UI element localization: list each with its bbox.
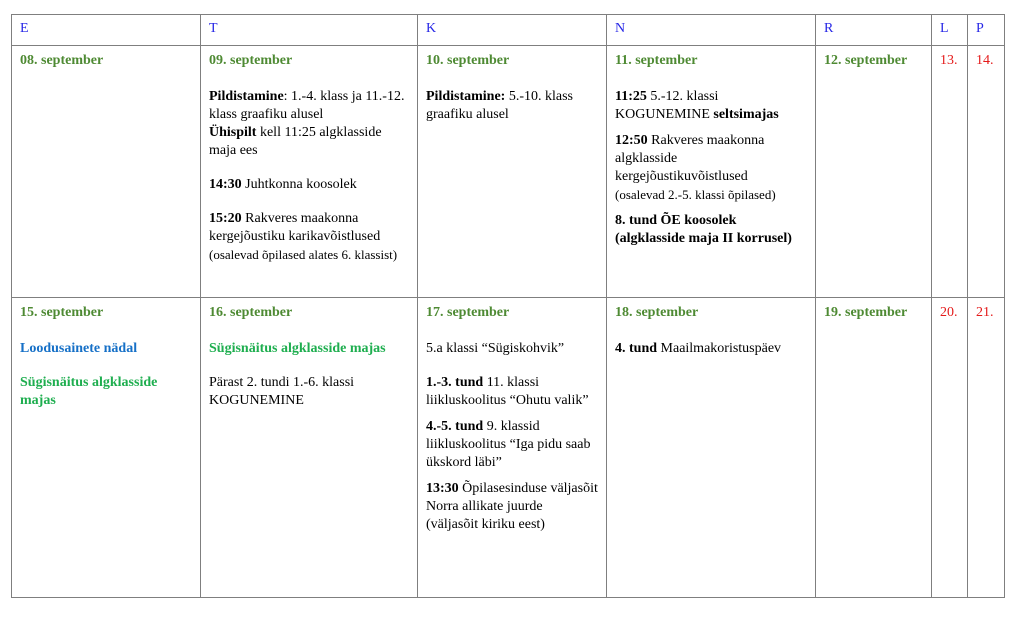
- day-date: 16. september: [209, 305, 293, 320]
- day-date: 20.: [940, 305, 958, 320]
- weekday-header: L: [932, 15, 968, 46]
- event: Pärast 2. tundi 1.-6. klassi KOGUNEMINE: [209, 375, 355, 408]
- day-date: 21.: [976, 305, 994, 320]
- weekday-header-row: [12, 15, 1005, 46]
- day-cell-sat: [932, 298, 968, 598]
- event-note: (osalevad 2.-5. klassi õpilased): [615, 187, 776, 202]
- day-cell-fri: [816, 46, 932, 298]
- event-highlight: Loodusainete nädal: [20, 341, 138, 356]
- event-note: (osalevad õpilased alates 6. klassist): [209, 247, 398, 262]
- day-date: 12. september: [824, 53, 908, 68]
- event-highlight: Sügisnäitus algklasside majas: [209, 341, 386, 356]
- day-cell-thu: [607, 46, 816, 298]
- week-row-1: [12, 46, 1005, 298]
- day-cell-sun: [968, 298, 1005, 598]
- day-cell-tue: [201, 46, 418, 298]
- event: 5.a klassi “Sügiskohvik”: [426, 341, 565, 356]
- day-date: 08. september: [20, 53, 104, 68]
- day-cell-fri: [816, 298, 932, 598]
- day-date: 15. september: [20, 305, 104, 320]
- weekday-header: P: [968, 15, 1005, 46]
- event-highlight: Sügisnäitus algklasside majas: [20, 375, 158, 408]
- calendar-table: [11, 14, 1005, 598]
- day-cell-sat: [932, 46, 968, 298]
- week-row-2: [12, 298, 1005, 598]
- day-date: 13.: [940, 53, 958, 68]
- day-date: 17. september: [426, 305, 510, 320]
- event: 13:30 Õpilasesinduse väljasõit Norra allikate juurde (väljasõit kiriku eest): [426, 481, 598, 532]
- weekday-header: R: [816, 15, 932, 46]
- event: Pildistamine: 1.-4. klass ja 11.-12. klass graafiku alusel: [209, 89, 405, 122]
- day-date: 11. september: [615, 53, 698, 68]
- day-date: 18. september: [615, 305, 699, 320]
- weekday-header: K: [418, 15, 607, 46]
- day-cell-sun: [968, 46, 1005, 298]
- weekday-header: T: [201, 15, 418, 46]
- day-cell-wed: [418, 298, 607, 598]
- day-cell-tue: [201, 298, 418, 598]
- event: 4. tund Maailmakoristuspäev: [615, 341, 782, 356]
- event: 8. tund ÕE koosolek (algklasside maja II korrusel): [615, 213, 792, 246]
- event: 12:50 Rakveres maakonna algklasside kergejõustikuvõistlused: [615, 133, 765, 184]
- event: 1.-3. tund 11. klassi liikluskoolitus “Ohutu valik”: [426, 375, 589, 408]
- day-date: 09. september: [209, 53, 293, 68]
- weekday-header: N: [607, 15, 816, 46]
- day-cell-mon: [12, 46, 201, 298]
- event: 15:20 Rakveres maakonna kergejõustiku karikavõistlused: [209, 211, 381, 244]
- day-cell-mon: [12, 298, 201, 598]
- event: Ühispilt kell 11:25 algklasside maja ees: [209, 125, 382, 158]
- event: Pildistamine: 5.-10. klass graafiku alusel: [426, 89, 574, 122]
- weekday-header: E: [12, 15, 201, 46]
- event: 14:30 Juhtkonna koosolek: [209, 177, 357, 192]
- event: 11:25 5.-12. klassi KOGUNEMINE seltsimajas: [615, 89, 779, 122]
- event: 4.-5. tund 9. klassid liikluskoolitus “Iga pidu saab ükskord läbi”: [426, 419, 591, 470]
- day-cell-thu: [607, 298, 816, 598]
- day-date: 10. september: [426, 53, 510, 68]
- day-date: 14.: [976, 53, 994, 68]
- day-cell-wed: [418, 46, 607, 298]
- day-date: 19. september: [824, 305, 908, 320]
